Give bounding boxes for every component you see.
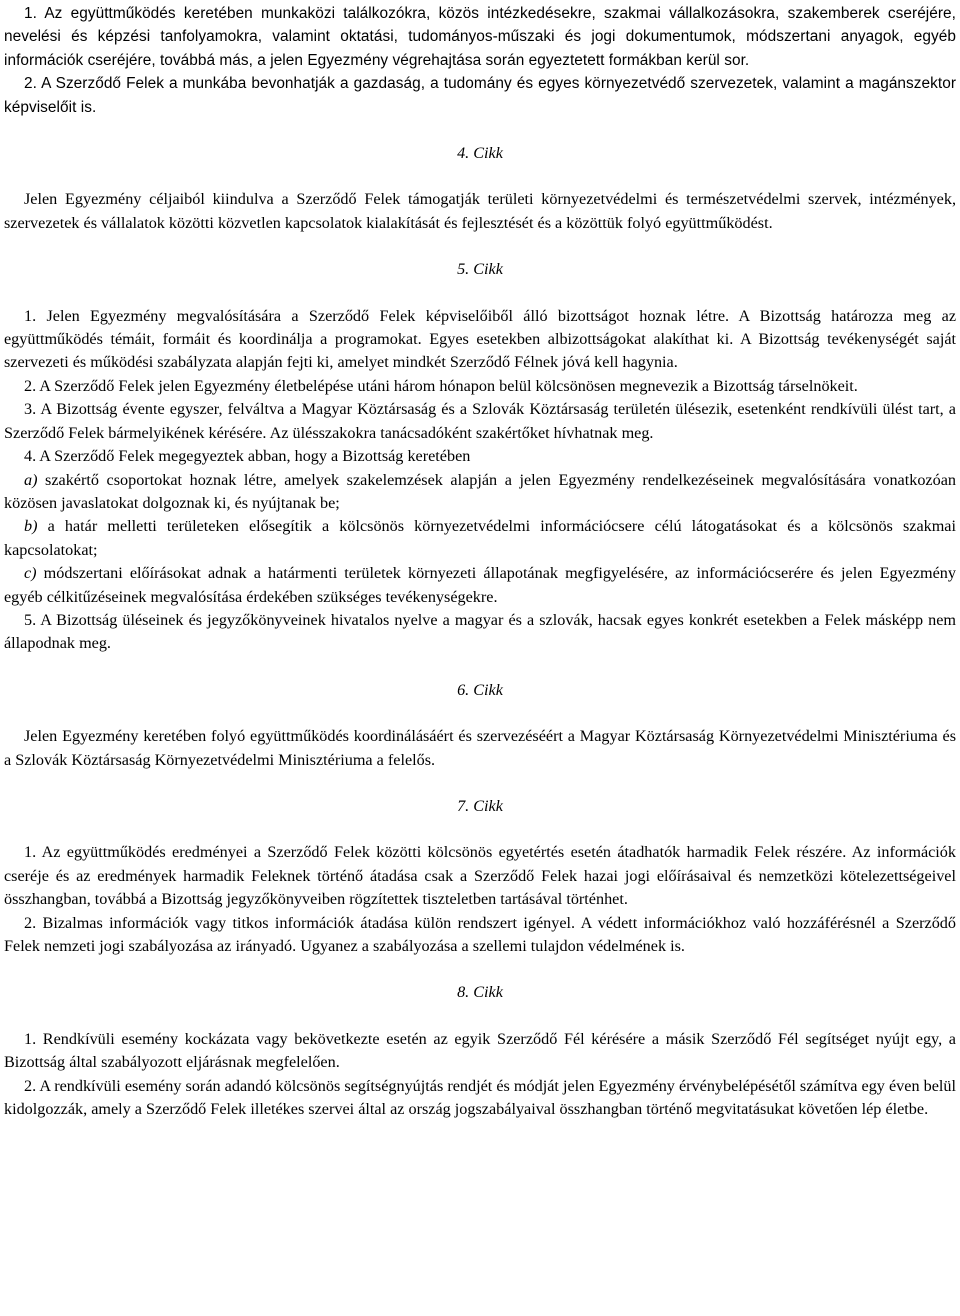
paragraph-7-1: 1. Az együttműködés eredményei a Szerződő Felek közötti kölcsönös egyetértés esetén átadhatók harmadik Felek részére. Az információk cseréje és az eredmények harmadik Feleknek történő átadása csak a Szerződő Felek hazai jogi előírásaival és nemzetközi kötelezettségeivel összhangban, továbbá a Bizottság jegyzőkönyveiben rögzítettek tiszteletben tartásával történhet. <box>4 843 956 909</box>
paragraph-5-2: 2. A Szerződő Felek jelen Egyezmény életbelépése utáni három hónapon belül kölcsönösen megnevezik a Bizottság társelnökeit. <box>24 376 858 395</box>
paragraph-3-2: 2. A Szerződő Felek a munkába bevonhatják a gazdaság, a tudomány és egyes környezetvédő szervezetek, valamint a magánszektor képviselőit is. <box>4 75 956 116</box>
paragraph-8-2: 2. A rendkívüli esemény során adandó kölcsönös segítségnyújtás rendjét és módját jelen Egyezmény érvénybelépésétől számítva egy éven belül kidolgozzák, amely a Szerződő Felek illetékes szervei által az ország jogszabályaival összhangban történő megvitatásukat követően lép életbe. <box>4 1076 956 1119</box>
list-marker-c: c) <box>24 564 37 583</box>
list-text-a: szakértő csoportokat hoznak létre, amelyek szakelemzések alapján a jelen Egyezmény rendelkezéseinek megvalósítására vonatkozóan közösen javaslatokat dolgoznak ki, és nyújtanak be; <box>4 470 956 512</box>
article-heading-4: 4. Cikk <box>457 144 503 163</box>
paragraph-5-5: 5. A Bizottság üléseinek és jegyzőkönyveinek hivatalos nyelve a magyar és a szlovák, hacsak egyes konkrét esetekben a Felek másképp nem állapodnak meg. <box>4 610 956 653</box>
paragraph-6-1: Jelen Egyezmény keretében folyó együttműködés koordinálásáért és szervezéséért a Magyar Köztársaság Környezetvédelmi Minisztériuma és a Szlovák Köztársaság Környezetvédelmi Minisztériuma a felelős. <box>4 727 956 769</box>
paragraph-4-1: Jelen Egyezmény céljaiból kiindulva a Szerződő Felek támogatják területi környezetvédelmi és természetvédelmi szervek, intézmények, szervezetek és vállalatok közötti közvetlen kapcsolatok kialakítását és fejlesztését és a közöttük folyó együttműködést. <box>4 190 956 232</box>
article-heading-6: 6. Cikk <box>457 680 503 699</box>
list-text-c: módszertani előírásokat adnak a határmenti területek környezeti állapotának megfigyelésére, az információcserére és jelen Egyezmény egyéb célkitűzéseinek megvalósítása érdekében szükséges tevékenységekre. <box>4 564 956 606</box>
paragraph-3-1: 1. Az együttműködés keretében munkaközi találkozókra, közös intézkedésekre, szakmai vállalkozásokra, szakemberek cseréjére, nevelési és képzési tanfolyamokra, valamint oktatási, tudományos-műszaki és jogi dokumentumok, módszertani anyagok, egyéb információk cseréjére, továbbá más, a jelen Egyezmény végrehajtása során egyeztetett formákban kerül sor. <box>4 5 956 69</box>
list-text-b: a határ melletti területeken elősegítik a kölcsönös környezetvédelmi információcsere célú látogatásokat és a kölcsönös szakmai kapcsolatokat; <box>4 517 956 559</box>
list-item-b <box>4 515 956 562</box>
article-heading-8: 8. Cikk <box>457 983 503 1002</box>
article-heading-5: 5. Cikk <box>457 260 503 279</box>
paragraph-7-2: 2. Bizalmas információk vagy titkos információk átadása külön rendszert igényel. A védett információkhoz való hozzáférésnél a Szerződő Felek nemzeti jogi szabályozása az irányadó. Ugyanez a szabályozása a szellemi tulajdon védelmének is. <box>4 913 956 955</box>
paragraph-5-3: 3. A Bizottság évente egyszer, felváltva a Magyar Köztársaság és a Szlovák Köztársaság területén ülésezik, esetenként rendkívüli ülést tart, a Szerződő Felek bármelyikének kérésére. Az ülésszakokra tanácsadóként szakértőket hívhatnak meg. <box>4 400 956 442</box>
paragraph-5-4: 4. A Szerződő Felek megegyeztek abban, hogy a Bizottság keretében <box>24 447 471 466</box>
article-heading-7: 7. Cikk <box>457 796 503 815</box>
list-item-a <box>4 469 956 516</box>
list-marker-b: b) <box>24 517 38 536</box>
paragraph-5-1: 1. Jelen Egyezmény megvalósítására a Szerződő Felek képviselőiből álló bizottságot hoznak létre. A Bizottság határozza meg az együttműködés témáit, formáit és koordinálja a programokat. Egyes esetekben albizottságokat alakíthat ki. A Bizottság tevékenységét saját szervezeti és működési szabályzata alapján fejti ki, amelyet mindkét Szerződő Félnek jóvá kell hagynia. <box>4 306 956 372</box>
list-item-c <box>4 562 956 609</box>
list-marker-a: a) <box>24 470 38 489</box>
paragraph-8-1: 1. Rendkívüli esemény kockázata vagy bekövetkezte esetén az egyik Szerződő Fél kérésére a másik Szerződő Fél segítséget nyújt egy, a Bizottság által szabályozott eljárásnak megfelelően. <box>4 1029 956 1072</box>
